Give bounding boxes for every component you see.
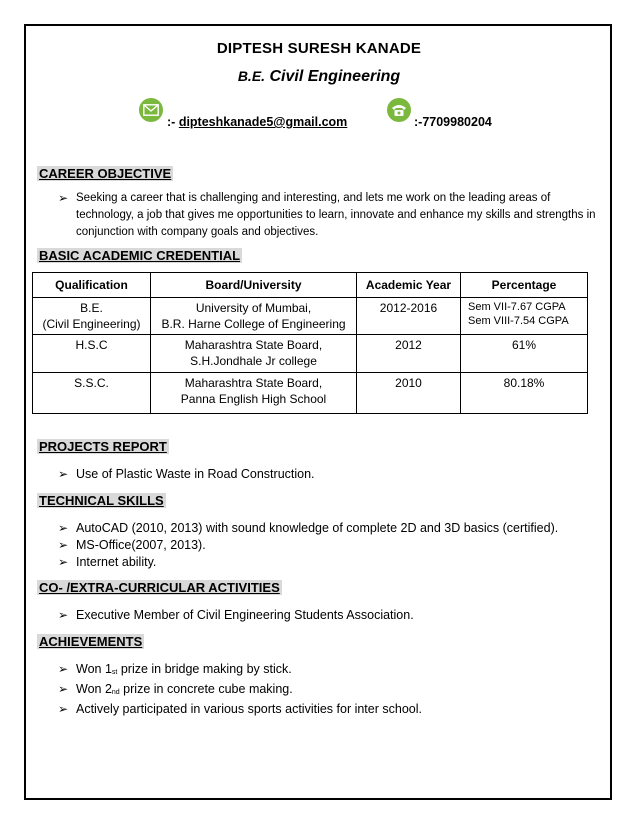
cell-line: Sem VII-7.67 CGPA: [468, 301, 566, 313]
column-header: Percentage: [461, 273, 588, 298]
list-item: [58, 661, 422, 681]
list-item: [58, 681, 422, 701]
board-cell: [151, 335, 357, 373]
cell-line: University of Mumbai,: [195, 301, 312, 315]
degree-field: Civil Engineering: [269, 68, 401, 85]
percentage-cell: [461, 298, 588, 335]
cell-line: S.H.Jondhale Jr college: [190, 354, 317, 368]
year-cell: 2010: [357, 373, 461, 414]
envelope-icon: [139, 98, 163, 122]
percentage-cell: 80.18%: [461, 373, 588, 414]
cell-line: B.E.: [80, 301, 103, 315]
column-header: Academic Year: [357, 273, 461, 298]
projects-list: [58, 466, 315, 483]
item-text: Won 1: [76, 662, 112, 676]
column-header: Board/University: [151, 273, 357, 298]
phone-number[interactable]: :-7709980204: [414, 115, 492, 129]
table-header-row: [33, 273, 588, 298]
degree-abbr: B.E.: [237, 68, 266, 84]
item-text: Actively participated in various sports activities for inter school.: [76, 702, 422, 716]
item-text: Won 2: [76, 682, 112, 696]
candidate-name: DIPTESH SURESH KANADE: [216, 40, 422, 57]
degree-line: [0, 68, 638, 86]
list-item: ➢ Use of Plastic Waste in Road Construction.: [58, 466, 315, 483]
year-cell: 2012-2016: [357, 298, 461, 335]
email-prefix: :-: [167, 115, 176, 129]
percentage-cell: 61%: [461, 335, 588, 373]
extracurricular-list: [58, 607, 414, 624]
qualification-cell: H.S.C: [33, 335, 151, 373]
cell-line: Maharashtra State Board,: [184, 376, 323, 390]
heading-extracurricular: CO- /EXTRA-CURRICULAR ACTIVITIES: [39, 580, 280, 595]
career-objective-list: [58, 190, 598, 241]
email-link[interactable]: dipteshkanade5@gmail.com: [178, 115, 348, 129]
item-text: prize in bridge making by stick.: [117, 662, 292, 676]
table-row: [33, 298, 588, 335]
heading-academic-credential: BASIC ACADEMIC CREDENTIAL: [39, 248, 241, 263]
heading-career-objective: CAREER OBJECTIVE: [39, 166, 172, 181]
cell-line: B.R. Harne College of Engineering: [161, 317, 346, 331]
technical-skills-list: [58, 520, 558, 571]
cell-line: Sem VIII-7.54 CGPA: [468, 315, 569, 327]
achievements-list: [58, 661, 422, 718]
table-row: [33, 335, 588, 373]
cell-line: Maharashtra State Board,: [184, 338, 323, 352]
list-item: ➢ Executive Member of Civil Engineering Students Association.: [58, 607, 414, 624]
board-cell: [151, 373, 357, 414]
list-item: ➢ Internet ability.: [58, 554, 558, 571]
qualification-cell: S.S.C.: [33, 373, 151, 414]
list-item: [58, 701, 422, 718]
qualification-cell: [33, 298, 151, 335]
ordinal-suffix: nd: [111, 689, 120, 696]
academic-credential-table: [32, 272, 588, 414]
telephone-icon: [387, 98, 411, 122]
heading-achievements: ACHIEVEMENTS: [39, 634, 143, 649]
column-header: Qualification: [33, 273, 151, 298]
cell-line: Panna English High School: [180, 392, 327, 406]
table-row: [33, 373, 588, 414]
list-item: ➢ AutoCAD (2010, 2013) with sound knowledge of complete 2D and 3D basics (certified).: [58, 520, 558, 537]
career-objective-text: ➢ Seeking a career that is challenging and interesting, and lets me work on the leading areas of technology, a job that gives me opportunities to learn, innovate and enhance my skills and strengths in conjunction with company goals and objectives.: [58, 190, 598, 241]
board-cell: [151, 298, 357, 335]
heading-projects-report: PROJECTS REPORT: [39, 439, 167, 454]
cell-line: (Civil Engineering): [42, 317, 141, 331]
ordinal-suffix: st: [111, 669, 118, 676]
heading-technical-skills: TECHNICAL SKILLS: [39, 493, 164, 508]
list-item: ➢ MS-Office(2007, 2013).: [58, 537, 558, 554]
email-line: [167, 115, 347, 129]
year-cell: 2012: [357, 335, 461, 373]
item-text: prize in concrete cube making.: [119, 682, 293, 696]
